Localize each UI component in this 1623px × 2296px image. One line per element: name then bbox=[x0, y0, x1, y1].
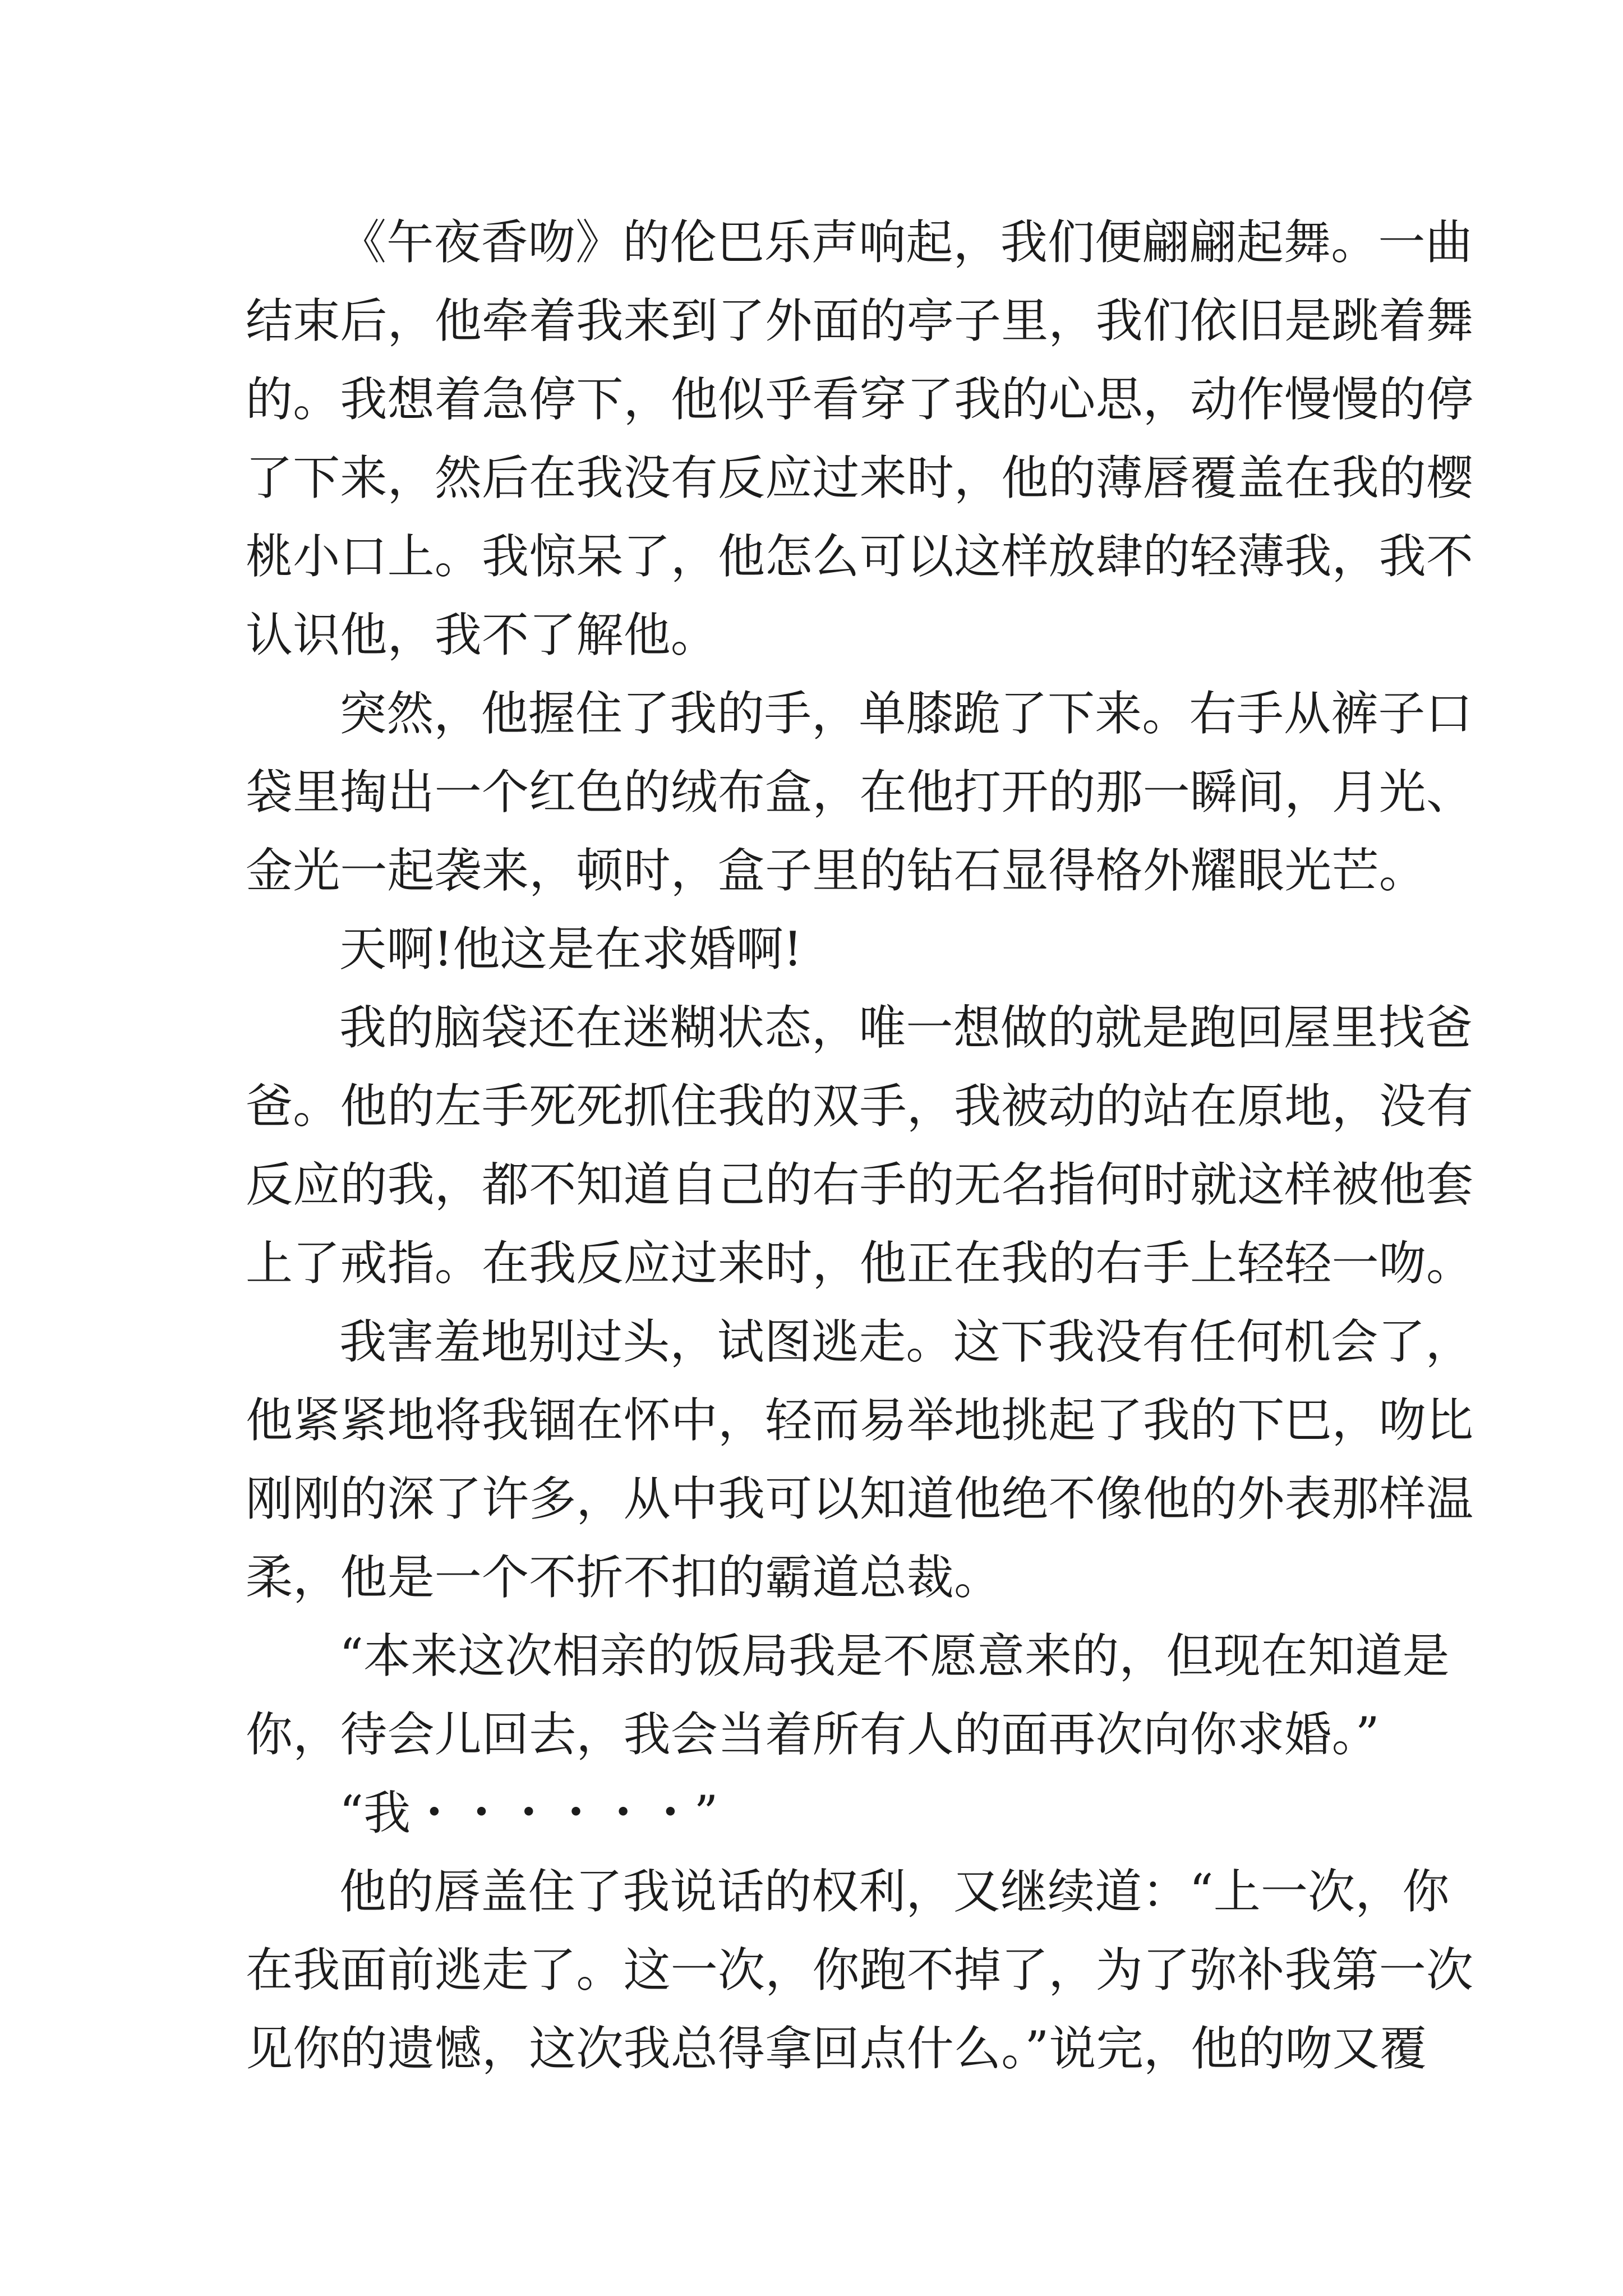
text-line: 见你的遗憾，这次我总得拿回点什么。”说完，他的吻又覆 bbox=[246, 2021, 1427, 2076]
text-line: 你，待会儿回去，我会当着所有人的面再次向你求婚。” bbox=[246, 1707, 1380, 1762]
text-line: 天啊!他这是在求婚啊! bbox=[339, 922, 803, 977]
text-line: 反应的我，都不知道自己的右手的无名指何时就这样被他套 bbox=[246, 1157, 1474, 1212]
text-line: 结束后，他牵着我来到了外面的亭子里，我们依旧是跳着舞 bbox=[246, 293, 1474, 348]
text-line: 的。我想着急停下，他似乎看穿了我的心思，动作慢慢的停 bbox=[246, 372, 1474, 427]
text-line: 爸。他的左手死死抓住我的双手，我被动的站在原地，没有 bbox=[246, 1079, 1474, 1134]
text-line: 桃小口上。我惊呆了，他怎么可以这样放肆的轻薄我，我不 bbox=[246, 529, 1474, 584]
text-line: 金光一起袭来，顿时，盒子里的钻石显得格外耀眼光芒。 bbox=[246, 843, 1427, 898]
text-line: 《午夜香吻》的伦巴乐声响起，我们便翩翩起舞。一曲 bbox=[339, 215, 1473, 270]
text-line: 了下来，然后在我没有反应过来时，他的薄唇覆盖在我的樱 bbox=[246, 450, 1474, 505]
text-line: 认识他，我不了解他。 bbox=[246, 608, 718, 662]
text-line: 他紧紧地将我锢在怀中，轻而易举地挑起了我的下巴，吻比 bbox=[246, 1393, 1474, 1448]
text-line: 他的唇盖住了我说话的权利，又继续道：“上一次，你 bbox=[339, 1864, 1450, 1919]
text-line: 柔，他是一个不折不扣的霸道总裁。 bbox=[246, 1550, 1002, 1605]
text-line: “本来这次相亲的饭局我是不愿意来的，但现在知道是 bbox=[339, 1628, 1450, 1683]
text-line: 我害羞地别过头，试图逃走。这下我没有任何机会了， bbox=[339, 1314, 1473, 1369]
text-line: “我・・・・・・” bbox=[339, 1786, 718, 1841]
text-line: 我的脑袋还在迷糊状态，唯一想做的就是跑回屋里找爸 bbox=[339, 1000, 1473, 1055]
text-line: 上了戒指。在我反应过来时，他正在我的右手上轻轻一吻。 bbox=[246, 1236, 1474, 1291]
text-line: 突然，他握住了我的手，单膝跪了下来。右手从裤子口 bbox=[339, 686, 1473, 741]
text-line: 刚刚的深了许多，从中我可以知道他绝不像他的外表那样温 bbox=[246, 1471, 1474, 1526]
text-line: 在我面前逃走了。这一次，你跑不掉了，为了弥补我第一次 bbox=[246, 1943, 1474, 1998]
text-line: 袋里掏出一个红色的绒布盒，在他打开的那一瞬间，月光、 bbox=[246, 765, 1474, 820]
